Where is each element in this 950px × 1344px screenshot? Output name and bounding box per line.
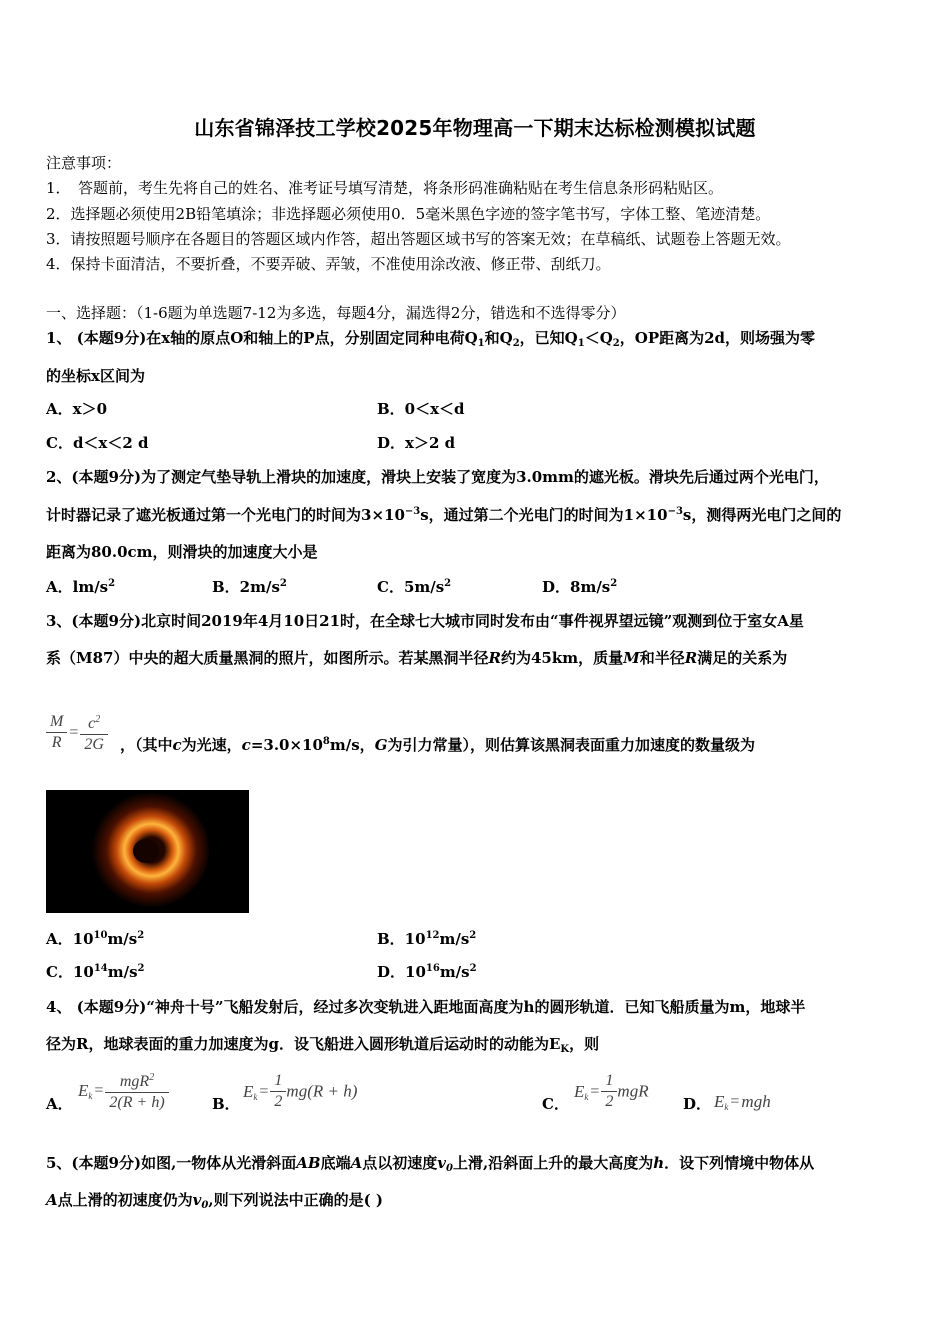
q2-option-c: C．$5m/s^2$ — [377, 578, 452, 596]
q2-stem-line1: 2、(本题9分)为了测定气垫导轨上滑块的加速度，滑块上安装了宽度为3.0mm的遮光板。滑块先后通过两个光电门， — [46, 468, 829, 486]
notice-item-3: 3．请按照题号顺序在各题目的答题区域内作答，超出答题区域书写的答案无效；在草稿纸、试题卷上答题无效。 — [46, 230, 791, 248]
q4-option-a-label: A． — [46, 1095, 73, 1113]
q1-option-c: C．d＜x＜2 d — [46, 434, 149, 452]
q1-option-b: B．0＜x＜d — [377, 400, 465, 418]
q2-option-d: D．$8m/s^2$ — [542, 578, 618, 596]
notice-item-1: 1． 答题前，考生先将自己的姓名、准考证号填写清楚，将条形码准确粘贴在考生信息条形码粘贴区。 — [46, 179, 724, 197]
q2-option-a: A．$lm/s^2$ — [46, 578, 116, 596]
q2-option-b: B．$2m/s^2$ — [212, 578, 287, 596]
notice-item-2: 2．选择题必须使用2B铅笔填涂；非选择题必须使用0．5毫米黑色字迹的签字笔书写，字体工整、笔迹清楚。 — [46, 205, 771, 223]
q3-formula: $\frac{M}{R}$ = $\frac{c^2}{2G}$ — [46, 710, 108, 755]
q5-stem-line2: A点上滑的初速度仍为$v_0$,则下列说法中正确的是( ) — [46, 1191, 383, 1211]
q4-stem-line2: 径为R，地球表面的重力加速度为g．设飞船进入圆形轨道后运动时的动能为$E_K$，则 — [46, 1035, 600, 1055]
q1-option-a: A．x＞0 — [46, 400, 108, 418]
q3-option-d: D．$10^{16}m/s^2$ — [377, 963, 477, 981]
q3-option-a: A．$10^{10}m/s^2$ — [46, 930, 145, 948]
q3-option-b: B．$10^{12}m/s^2$ — [377, 930, 477, 948]
q1-option-d: D．x＞2 d — [377, 434, 456, 452]
q1-stem-line1: 1、 (本题9分)在x轴的原点O和轴上的P点，分别固定同种电荷$Q_1$和$Q_2$，已知$Q_1<Q_2$，OP距离为2d，则场强为零 — [46, 329, 816, 349]
q2-stem-line3: 距离为80.0cm，则滑块的加速度大小是 — [46, 543, 318, 561]
q3-stem-line1: 3、(本题9分)北京时间2019年4月10日21时，在全球七大城市同时发布由“事件视界望远镜”观测到位于室女A星 — [46, 612, 804, 630]
q3-stem-line3: ，（其中c为光速，$c=3.0\times 10^8m/s$，G为引力常量），则估算该黑洞表面重力加速度的数量级为 — [120, 736, 756, 754]
q2-stem-line2: 计时器记录了遮光板通过第一个光电门的时间为$3\times 10^{-3}s$，通过第二个光电门的时间为$1\times 10^{-3}s$，测得两光电门之间的 — [46, 506, 842, 524]
notice-heading: 注意事项： — [46, 154, 122, 172]
q3-option-c: C．$10^{14}m/s^2$ — [46, 963, 145, 981]
q4-option-c-formula: $E_k$ = $\frac{1}{2}$ mgR — [574, 1072, 649, 1110]
q1-stem-line2: 的坐标x区间为 — [46, 367, 145, 385]
q3-stem-line2: 系（M87）中央的超大质量黑洞的照片，如图所示。若某黑洞半径R约为45km，质量M和半径R满足的关系为 — [46, 649, 788, 667]
black-hole-photo — [46, 790, 249, 913]
q5-stem-line1: 5、(本题9分)如图,一物体从光滑斜面AB底端A点以初速度$v_0$上滑,沿斜面上升的最大高度为h．设下列情境中物体从 — [46, 1154, 815, 1174]
q4-option-b-label: B． — [212, 1095, 240, 1113]
q4-option-d-label: D． — [683, 1095, 712, 1113]
notice-item-4: 4．保持卡面清洁，不要折叠，不要弄破、弄皱，不准使用涂改液、修正带、刮纸刀。 — [46, 255, 611, 273]
q4-option-c-label: C． — [542, 1095, 569, 1113]
section-heading: 一、选择题：（1-6题为单选题7-12为多选，每题4分，漏选得2分，错选和不选得零分） — [46, 304, 626, 322]
q4-option-b-formula: $E_k$ = $\frac{1}{2}$ mg(R + h) — [243, 1072, 358, 1110]
q4-option-a-formula: $E_k$ = $\frac{mgR^2}{2(R + h)}$ — [78, 1068, 169, 1113]
page-title: 山东省锦泽技工学校2025年物理高一下期末达标检测模拟试题 — [194, 116, 756, 140]
q4-option-d-formula: $E_k$ = mgh — [714, 1092, 771, 1112]
q4-stem-line1: 4、 (本题9分)“神舟十号”飞船发射后，经过多次变轨进入距地面高度为h的圆形轨道．已知飞船质量为m，地球半 — [46, 998, 806, 1016]
